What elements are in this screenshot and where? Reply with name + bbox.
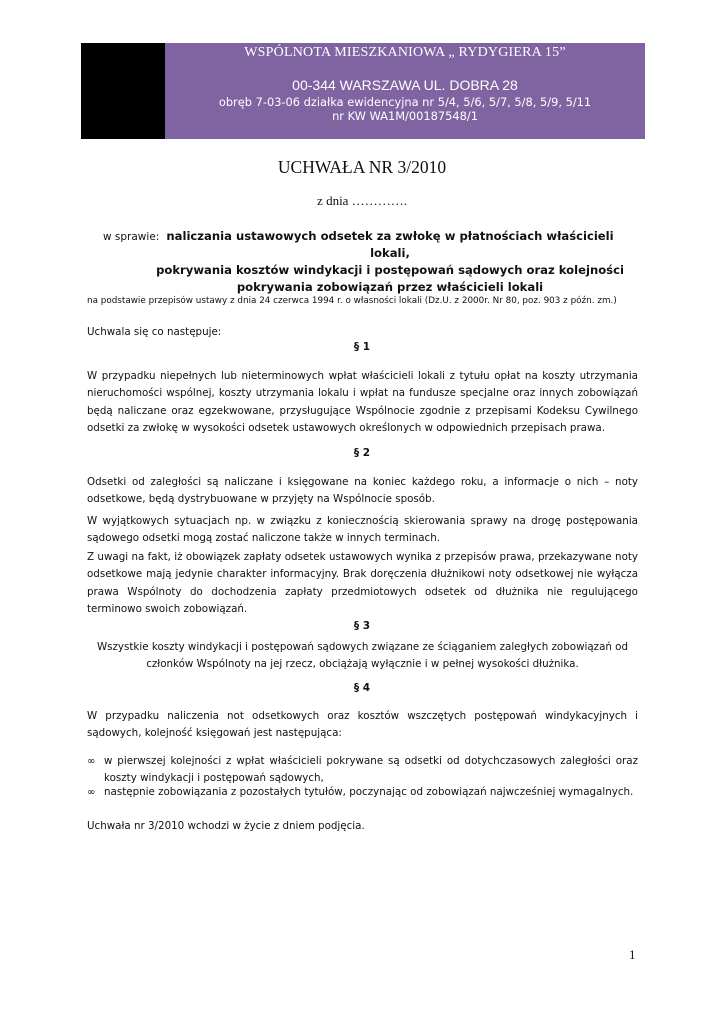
subject-text (155, 228, 625, 296)
closing-text: Uchwała nr 3/2010 wchodzi w życie z dniem podjęcia. (87, 820, 365, 832)
header-black-block (81, 43, 165, 139)
section-2-mark: § 2 (353, 447, 371, 459)
page-number: 1 (629, 947, 636, 962)
infinity-bullet-icon: ∞ (87, 756, 96, 767)
header-banner (165, 43, 645, 139)
subject-label: w sprawie: (103, 231, 160, 243)
header-land-register: nr KW WA1M/00187548/1 (332, 109, 478, 123)
list-item (87, 784, 638, 801)
section-3-mark: § 3 (353, 620, 371, 632)
subject-line: pokrywania zobowiązań przez właścicieli lokali (236, 280, 544, 294)
list-item-text: w pierwszej kolejności z wpłat właścicieli pokrywane są odsetki od dotychczasowych zaległości oraz koszty windykacji i postępowań sądowych, (104, 755, 638, 785)
section-2-paragraph-3: Z uwagi na fakt, iż obowiązek zapłaty odsetek ustawowych wynika z przepisów prawa, przekazywane noty odsetkowe mają jedynie charakter informacyjny. Brak doręczenia dłużnikowi noty odsetkowej nie wyłącza prawa Wspólnoty do dochodzenia zapłaty przedmiotowych odsetek od dłużnika nie regulującego terminowo swoich zobowiązań. (87, 551, 638, 615)
infinity-bullet-icon: ∞ (87, 787, 96, 798)
subject-line: naliczania ustawowych odsetek za zwłokę w płatnościach właścicieli lokali, (166, 229, 614, 260)
section-2-paragraph-1: Odsetki od zaległości są naliczane i księgowane na koniec każdego roku, a informacje o nich – noty odsetkowe, będą dystrybuowane w przyjęty na Wspólnocie sposób. (87, 476, 638, 506)
header-plot-info: obręb 7-03-06 działka ewidencyjna nr 5/4, 5/6, 5/7, 5/8, 5/9, 5/11 (218, 95, 592, 109)
list-item (87, 753, 638, 788)
section-1-paragraph: W przypadku niepełnych lub nieterminowych wpłat właścicieli lokali z tytułu opłat na koszty utrzymania nieruchomości wspólnej, koszty utrzymania lokalu i wpłat na fundusze specjalne oraz innych zobowiązań będą naliczane oraz egzekwowane, przysługujące Wspólnocie zgodnie z przepisami Kodeksu Cywilnego odsetki za zwłokę w wysokości odsetek ustawowych określonych w odpowiednich przepisach prawa. (87, 370, 638, 434)
header-address: 00-344 WARSZAWA UL. DOBRA 28 (292, 77, 518, 93)
section-4-mark: § 4 (353, 682, 371, 694)
intro-text: Uchwala się co następuje: (87, 326, 222, 338)
legal-basis: na podstawie przepisów ustawy z dnia 24 czerwca 1994 r. o własności lokali (Dz.U. z 2000r. Nr 80, poz. 903 z późn. zm.) (87, 296, 617, 306)
header-community-name: WSPÓLNOTA MIESZKANIOWA „ RYDYGIERA 15” (244, 45, 566, 60)
section-1-mark: § 1 (353, 341, 371, 353)
section-3-paragraph: Wszystkie koszty windykacji i postępowań sądowych związane ze ściąganiem zaległych zobowiązań od członków Wspólnoty na jej rzecz, obciążają wyłącznie i w pełnej wysokości dłużnika. (96, 641, 629, 671)
document-title: UCHWAŁA NR 3/2010 (277, 157, 447, 177)
section-4-paragraph: W przypadku naliczenia not odsetkowych oraz kosztów wszczętych postępowań windykacyjnych i sądowych, kolejność księgowań jest następująca: (87, 710, 638, 740)
document-date: z dnia …………. (317, 193, 407, 208)
list-item-text: następnie zobowiązania z pozostałych tytułów, poczynając od zobowiązań najwcześniej wymagalnych. (104, 786, 634, 798)
subject-line: pokrywania kosztów windykacji i postępowań sądowych oraz kolejności (156, 263, 624, 277)
section-2-paragraph-2: W wyjątkowych sytuacjach np. w związku z koniecznością skierowania sprawy na drogę postępowania sądowego odsetki mogą zostać naliczone także w innych terminach. (87, 515, 638, 545)
